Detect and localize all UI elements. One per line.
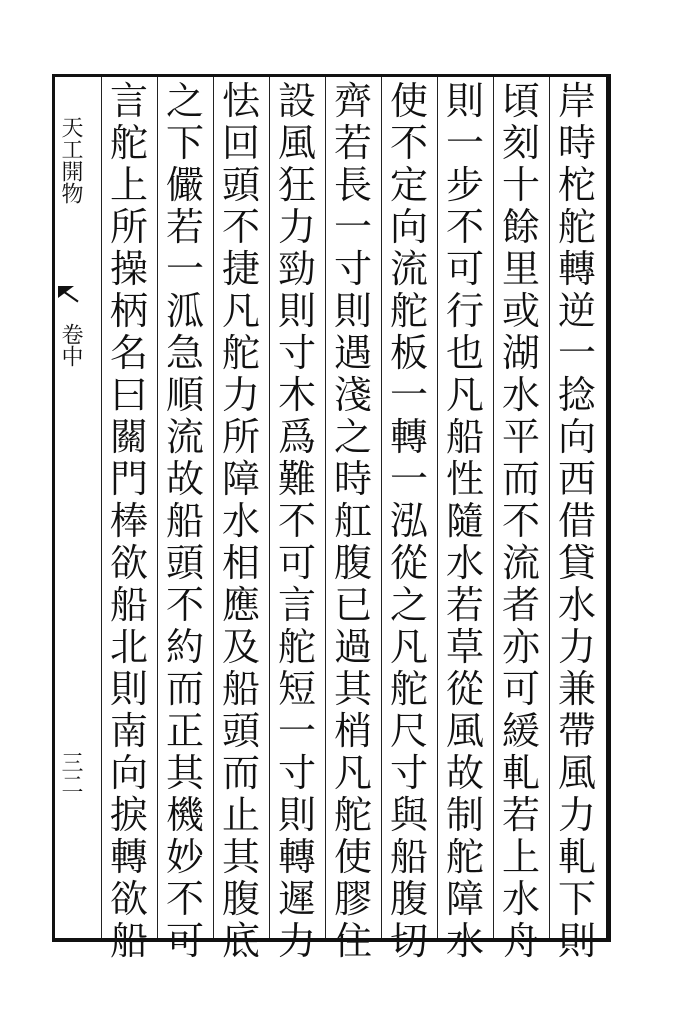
text-character: 障 [445, 877, 484, 921]
text-character: 曰 [109, 373, 148, 417]
text-character: 捷 [221, 247, 260, 291]
text-character: 腹 [333, 541, 372, 585]
frame-top-border [54, 74, 610, 77]
text-character: 下 [557, 877, 596, 921]
text-character: 怯 [221, 79, 260, 123]
text-character: 木 [277, 373, 316, 417]
text-character: 之 [165, 79, 204, 123]
text-character: 使 [389, 79, 428, 123]
text-character: 寸 [389, 751, 428, 795]
text-character: 正 [165, 709, 204, 753]
column-rule [437, 77, 438, 938]
text-character: 兼 [557, 667, 596, 711]
text-character: 門 [109, 457, 148, 501]
text-character: 步 [445, 163, 484, 207]
text-character: 相 [221, 541, 260, 585]
text-character: 船 [221, 667, 260, 711]
text-character: 西 [557, 457, 596, 501]
text-character: 頭 [221, 163, 260, 207]
text-character: 向 [557, 415, 596, 459]
text-character: 所 [221, 415, 260, 459]
text-character: 凡 [333, 751, 372, 795]
text-character: 船 [165, 499, 204, 543]
text-character: 流 [501, 541, 540, 585]
text-character: 切 [389, 919, 428, 963]
text-character: 爲 [277, 415, 316, 459]
text-character: 水 [501, 373, 540, 417]
text-column [273, 80, 321, 962]
text-character: 緩 [501, 709, 540, 753]
text-character: 轉 [389, 415, 428, 459]
text-character: 湖 [501, 331, 540, 375]
text-character: 可 [445, 247, 484, 291]
column-rule [381, 77, 382, 938]
margin-section [55, 305, 85, 385]
text-character: 凡 [221, 289, 260, 333]
text-character: 性 [445, 457, 484, 501]
text-character: 梢 [333, 709, 372, 753]
text-character: 舵 [557, 205, 596, 249]
text-character: 貸 [557, 541, 596, 585]
text-character: 船 [109, 919, 148, 963]
text-character: 帶 [557, 709, 596, 753]
text-character: 遲 [277, 877, 316, 921]
text-character: 而 [221, 751, 260, 795]
text-character: 船 [445, 415, 484, 459]
text-character: 棒 [109, 499, 148, 543]
text-character: 泒 [165, 289, 204, 333]
text-character: 止 [221, 793, 260, 837]
text-character: 草 [445, 625, 484, 669]
text-character: 一 [389, 373, 428, 417]
frame-right-border [606, 74, 611, 942]
text-character: 舵 [277, 625, 316, 669]
column-rule [157, 77, 158, 938]
text-column [385, 80, 433, 962]
text-column [329, 80, 377, 962]
column-rule [213, 77, 214, 938]
column-rule [325, 77, 326, 938]
text-character: 其 [165, 751, 204, 795]
text-character: 機 [165, 793, 204, 837]
text-character: 不 [389, 121, 428, 165]
text-character: 頭 [165, 541, 204, 585]
text-character: 狂 [277, 163, 316, 207]
text-character: 水 [445, 919, 484, 963]
text-character: 若 [333, 121, 372, 165]
text-character: 流 [389, 247, 428, 291]
text-character: 若 [445, 583, 484, 627]
text-character: 力 [221, 373, 260, 417]
text-character: 從 [445, 667, 484, 711]
text-character: 舵 [389, 667, 428, 711]
text-character: 寸 [333, 247, 372, 291]
text-character: 一 [389, 457, 428, 501]
text-character: 轉 [557, 247, 596, 291]
text-character: 捩 [109, 793, 148, 837]
text-character: 與 [389, 793, 428, 837]
text-character: 船 [109, 583, 148, 627]
column-rule [549, 77, 550, 938]
text-character: 故 [165, 457, 204, 501]
text-character: 則 [277, 793, 316, 837]
text-character: 風 [557, 751, 596, 795]
text-character: 柄 [109, 289, 148, 333]
text-character: 則 [445, 79, 484, 123]
text-character: 制 [445, 793, 484, 837]
text-character: 不 [501, 499, 540, 543]
text-character: 軋 [557, 835, 596, 879]
text-character: 膠 [333, 877, 372, 921]
text-character: 流 [165, 415, 204, 459]
text-character: 者 [501, 583, 540, 627]
text-column [105, 80, 153, 962]
text-character: 不 [165, 877, 204, 921]
text-character: 已 [333, 583, 372, 627]
text-character: 短 [277, 667, 316, 711]
text-character: 則 [333, 289, 372, 333]
text-character: 舵 [389, 289, 428, 333]
text-character: 可 [165, 919, 204, 963]
text-character: 舡 [333, 499, 372, 543]
text-character: 舵 [109, 121, 148, 165]
text-character: 借 [557, 499, 596, 543]
text-character: 妙 [165, 835, 204, 879]
text-column [161, 80, 209, 962]
text-character: 欲 [109, 541, 148, 585]
text-character: 約 [165, 625, 204, 669]
text-character: 設 [277, 79, 316, 123]
text-character: 可 [501, 667, 540, 711]
margin-section-text: 卷中 [58, 323, 83, 367]
text-character: 也 [445, 331, 484, 375]
text-character: 住 [333, 919, 372, 963]
text-character: 過 [333, 625, 372, 669]
text-character: 一 [333, 205, 372, 249]
column-rule [493, 77, 494, 938]
text-character: 不 [221, 205, 260, 249]
text-character: 不 [277, 499, 316, 543]
text-character: 言 [277, 583, 316, 627]
text-character: 寸 [277, 331, 316, 375]
text-character: 而 [501, 457, 540, 501]
text-character: 齊 [333, 79, 372, 123]
text-character: 淺 [333, 373, 372, 417]
text-character: 舵 [445, 835, 484, 879]
text-character: 不 [445, 205, 484, 249]
text-character: 寸 [277, 751, 316, 795]
text-character: 北 [109, 625, 148, 669]
text-character: 向 [389, 205, 428, 249]
text-character: 里 [501, 247, 540, 291]
text-character: 遇 [333, 331, 372, 375]
text-character: 軋 [501, 751, 540, 795]
text-character: 一 [277, 709, 316, 753]
text-character: 若 [165, 205, 204, 249]
text-character: 風 [445, 709, 484, 753]
text-character: 急 [165, 331, 204, 375]
text-character: 則 [277, 289, 316, 333]
text-character: 難 [277, 457, 316, 501]
text-character: 頃 [501, 79, 540, 123]
margin-page-number [55, 738, 85, 808]
text-character: 底 [221, 919, 260, 963]
text-character: 行 [445, 289, 484, 333]
text-character: 一 [445, 121, 484, 165]
text-character: 轉 [109, 835, 148, 879]
text-character: 障 [221, 457, 260, 501]
text-character: 舵 [333, 793, 372, 837]
text-character: 向 [109, 751, 148, 795]
column-rule [269, 77, 270, 938]
text-character: 柁 [557, 163, 596, 207]
text-character: 水 [221, 499, 260, 543]
text-character: 轉 [277, 835, 316, 879]
text-character: 南 [109, 709, 148, 753]
text-character: 應 [221, 583, 260, 627]
text-character: 順 [165, 373, 204, 417]
text-character: 力 [277, 205, 316, 249]
text-character: 水 [501, 877, 540, 921]
margin-title-text: 天工開物 [58, 116, 83, 204]
text-character: 時 [333, 457, 372, 501]
text-character: 餘 [501, 205, 540, 249]
text-column [497, 80, 545, 962]
text-character: 則 [109, 667, 148, 711]
text-character: 尺 [389, 709, 428, 753]
column-rule [101, 77, 102, 938]
text-character: 舵 [221, 331, 260, 375]
text-character: 之 [333, 415, 372, 459]
text-character: 回 [221, 121, 260, 165]
text-character: 下 [165, 121, 204, 165]
text-character: 凡 [445, 373, 484, 417]
text-character: 頭 [221, 709, 260, 753]
text-character: 不 [165, 583, 204, 627]
text-character: 水 [557, 583, 596, 627]
text-character: 亦 [501, 625, 540, 669]
text-character: 隨 [445, 499, 484, 543]
text-character: 從 [389, 541, 428, 585]
text-character: 風 [277, 121, 316, 165]
text-character: 其 [333, 667, 372, 711]
text-character: 其 [221, 835, 260, 879]
text-character: 操 [109, 247, 148, 291]
text-character: 力 [277, 919, 316, 963]
margin-page-number-text: 三二 [58, 751, 83, 795]
text-column [441, 80, 489, 962]
text-character: 十 [501, 163, 540, 207]
text-character: 一 [557, 331, 596, 375]
text-character: 或 [501, 289, 540, 333]
margin-book-title [55, 80, 85, 240]
text-character: 腹 [389, 877, 428, 921]
text-character: 若 [501, 793, 540, 837]
text-column [553, 80, 601, 962]
text-character: 長 [333, 163, 372, 207]
text-character: 一 [165, 247, 204, 291]
text-character: 力 [557, 793, 596, 837]
text-character: 泓 [389, 499, 428, 543]
text-character: 捻 [557, 373, 596, 417]
text-character: 板 [389, 331, 428, 375]
text-character: 平 [501, 415, 540, 459]
text-character: 上 [501, 835, 540, 879]
text-character: 欲 [109, 877, 148, 921]
text-character: 岸 [557, 79, 596, 123]
text-character: 力 [557, 625, 596, 669]
text-character: 時 [557, 121, 596, 165]
text-character: 舟 [501, 919, 540, 963]
text-character: 勁 [277, 247, 316, 291]
text-character: 船 [389, 835, 428, 879]
text-character: 故 [445, 751, 484, 795]
text-character: 上 [109, 163, 148, 207]
text-character: 所 [109, 205, 148, 249]
text-character: 及 [221, 625, 260, 669]
text-character: 關 [109, 415, 148, 459]
text-character: 使 [333, 835, 372, 879]
text-character: 則 [557, 919, 596, 963]
text-character: 名 [109, 331, 148, 375]
text-character: 儼 [165, 163, 204, 207]
text-character: 腹 [221, 877, 260, 921]
text-character: 刻 [501, 121, 540, 165]
text-character: 逆 [557, 289, 596, 333]
text-character: 可 [277, 541, 316, 585]
text-character: 而 [165, 667, 204, 711]
text-character: 之 [389, 583, 428, 627]
text-character: 凡 [389, 625, 428, 669]
text-character: 水 [445, 541, 484, 585]
text-column [217, 80, 265, 962]
text-character: 言 [109, 79, 148, 123]
text-character: 定 [389, 163, 428, 207]
